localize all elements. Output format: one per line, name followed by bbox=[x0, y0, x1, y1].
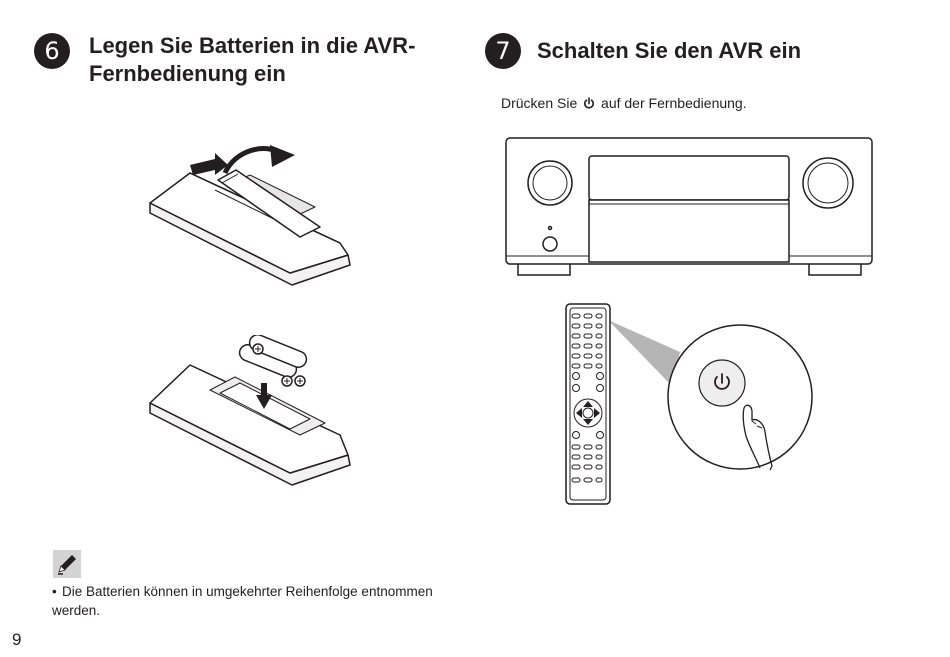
remote-power-illustration bbox=[560, 300, 818, 508]
step-6-title: Legen Sie Batterien in die AVR-Fernbedienung ein bbox=[89, 33, 416, 86]
remote-cover-open-illustration bbox=[140, 135, 365, 295]
note-text bbox=[52, 582, 472, 620]
av-receiver-illustration bbox=[503, 136, 875, 280]
note-bullet: • bbox=[52, 584, 57, 599]
insert-batteries-illustration bbox=[140, 335, 365, 495]
step-7-title: Schalten Sie den AVR ein bbox=[537, 38, 802, 63]
note-body: Die Batterien können in umgekehrter Reihenfolge entnommen werden. bbox=[52, 584, 433, 618]
pencil-icon bbox=[53, 550, 81, 578]
instruction-after: auf der Fernbedienung. bbox=[601, 95, 747, 111]
instruction-before: Drücken Sie bbox=[501, 95, 578, 111]
step-6-badge-icon: 6 bbox=[34, 33, 70, 69]
step-7-instruction bbox=[501, 95, 747, 111]
step-7-badge-icon: 7 bbox=[485, 33, 521, 69]
page-number: 9 bbox=[12, 630, 22, 649]
power-icon bbox=[583, 97, 595, 110]
